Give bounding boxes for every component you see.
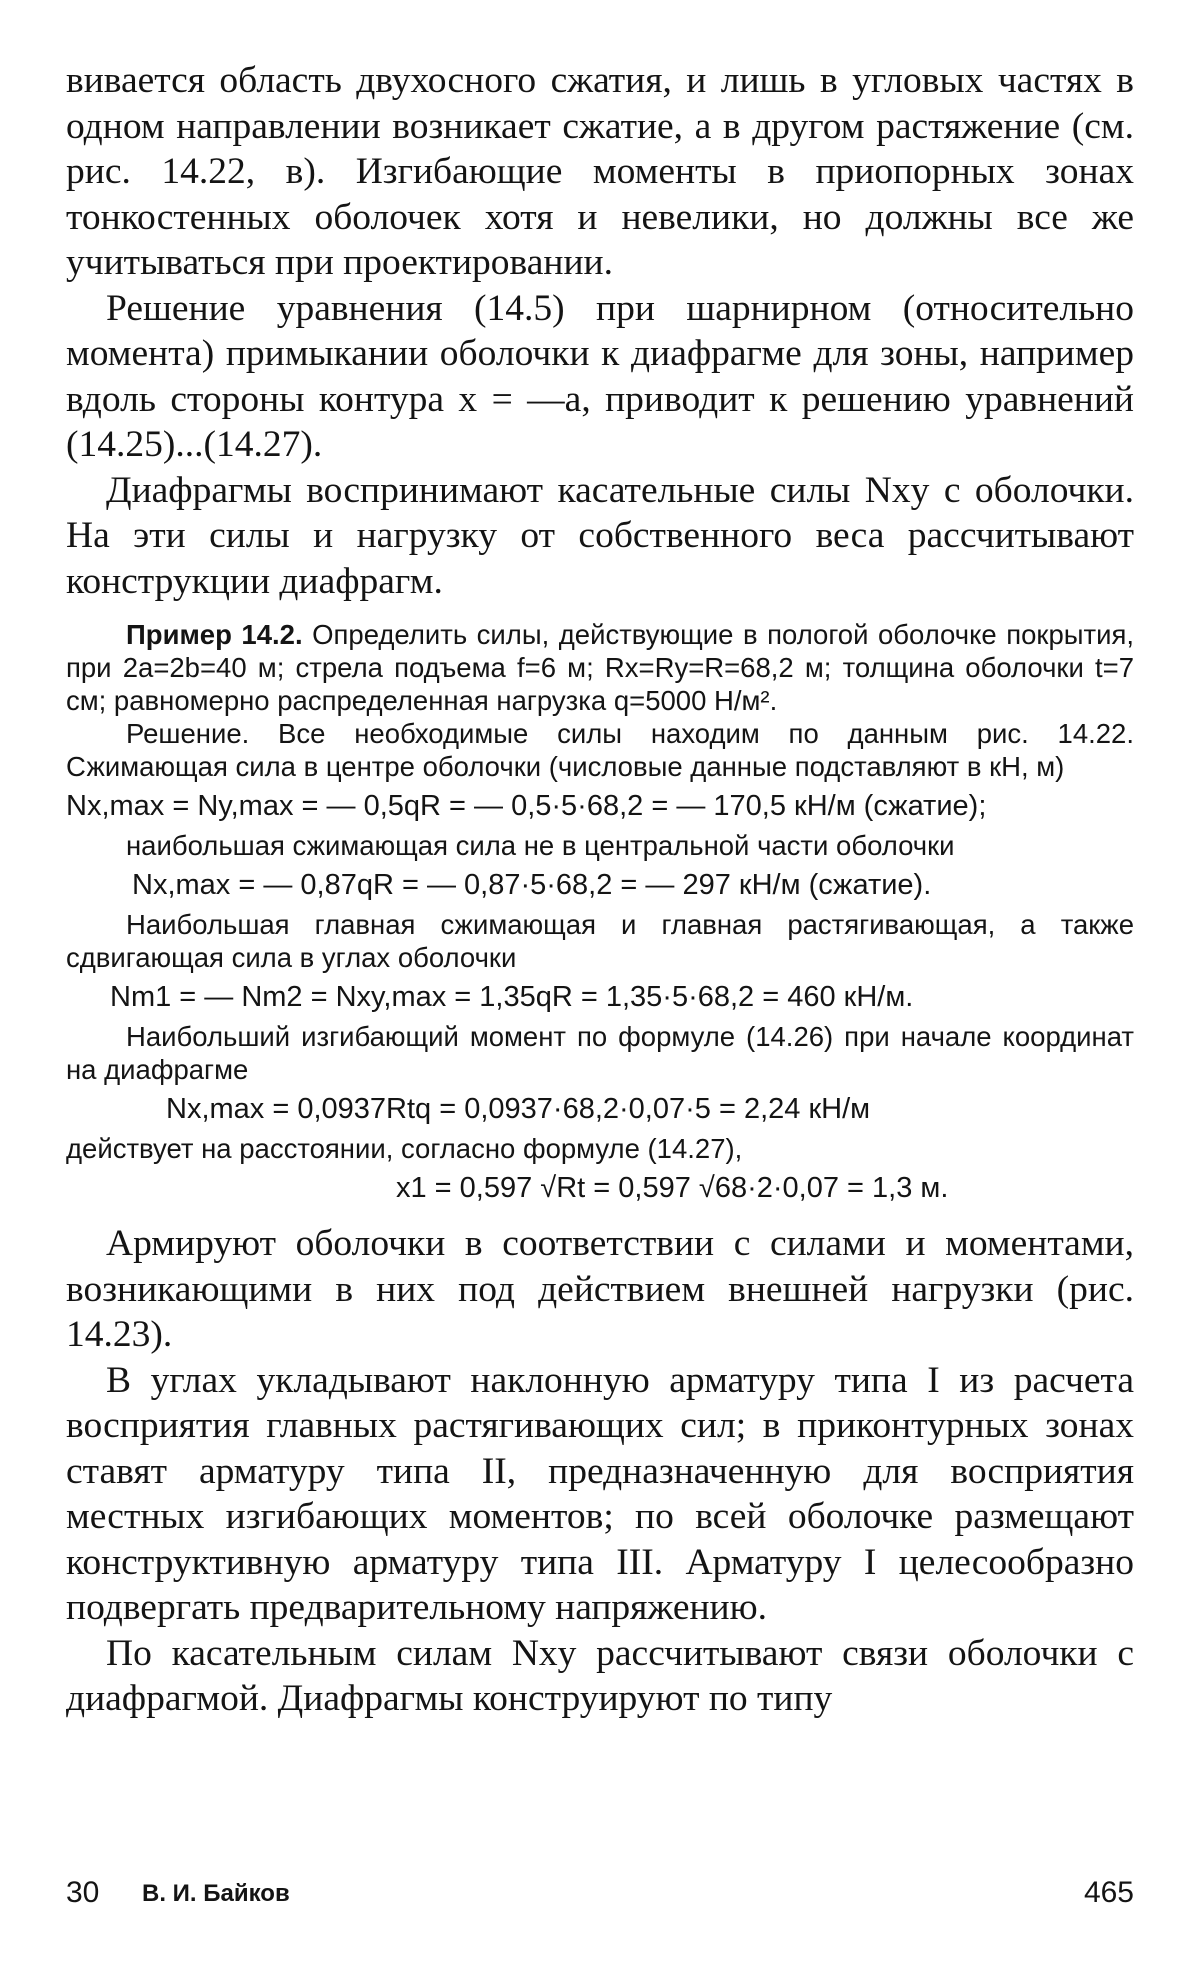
paragraph-6-text: По касательным силам Nxy рассчитывают связи оболочки с диафрагмой. Диафрагмы конструируют по типу [66,1632,1134,1719]
formula-1: Nx,max = Ny,max = — 0,5qR = — 0,5·5·68,2 = — 170,5 кН/м (сжатие); [66,790,987,822]
formula-4: Nx,max = 0,0937Rtq = 0,0937·68,2·0,07·5 = 2,24 кН/м [166,1093,871,1125]
formula-5: x1 = 0,597 √Rt = 0,597 √68·2·0,07 = 1,3 м. [396,1172,949,1204]
example-text-5: действует на расстоянии, согласно формуле (14.27), [66,1133,743,1164]
signature-number: 30 [66,1876,100,1909]
example-solution [66,717,1134,783]
page-number: 465 [1083,1876,1134,1909]
example-text-3 [66,908,1134,974]
page-body [66,58,1134,1722]
paragraph-3 [66,468,1134,605]
formula-2: Nx,max = — 0,87qR = — 0,87·5·68,2 = — 297 кН/м (сжатие). [132,869,932,901]
paragraph-2-text: Решение уравнения (14.5) при шарнирном (относительно момента) примыкании оболочки к диафрагме для зоны, например вдоль стороны контура x = —a, приводит к решению уравнений (14.25)...(14.27). [66,287,1134,465]
paragraph-6 [66,1631,1134,1722]
example-text-4 [66,1020,1134,1086]
example-text-2 [66,829,1134,862]
paragraph-4 [66,1221,1134,1358]
example-text-4-content: Наибольший изгибающий момент по формуле (14.26) при начале координат на диафрагме [66,1021,1134,1085]
paragraph-2 [66,286,1134,468]
formula-3: Nm1 = — Nm2 = Nxy,max = 1,35qR = 1,35·5·68,2 = 460 кН/м. [110,981,914,1013]
example-text-3-content: Наибольшая главная сжимающая и главная растягивающая, а также сдвигающая сила в углах оболочки [66,909,1134,973]
example-solution-text: Решение. Все необходимые силы находим по данным рис. 14.22. Сжимающая сила в центре оболочки (числовые данные подставляют в кН, м) [66,718,1134,782]
example-text: Определить силы, действующие в пологой оболочке покрытия, при 2a=2b=40 м; стрела подъема f=6 м; Rx=Ry=R=68,2 м; толщина оболочки t=7 см; равномерно распределенная нагрузка q=5000 Н/м². [66,619,1134,716]
paragraph-1: вивается область двухосного сжатия, и лишь в угловых частях в одном направлении возникает сжатие, а в другом растяжение (см. рис. 14.22, в). Изгибающие моменты в приопорных зонах тонкостенных оболочек хотя и невелики, но должны все же учитываться при проектировании. [66,60,1134,283]
example-statement [66,618,1134,717]
author-name: В. И. Байков [142,1880,290,1907]
example-text-2-content: наибольшая сжимающая сила не в центральной части оболочки [126,830,955,861]
paragraph-4-text: Армируют оболочки в соответствии с силами и моментами, возникающими в них под действием внешней нагрузки (рис. 14.23). [66,1223,1134,1355]
paragraph-5-text: В углах укладывают наклонную арматуру типа I из расчета восприятия главных растягивающих сил; в приконтурных зонах ставят арматуру типа II, предназначенную для восприятия местных изгибающих моментов; по всей оболочке размещают конструктивную арматуру типа III. Арматуру I целесообразно подвергать предварительному напряжению. [66,1359,1134,1628]
paragraph-5 [66,1358,1134,1631]
example-label: Пример 14.2. [126,619,303,650]
paragraph-3-text: Диафрагмы воспринимают касательные силы Nxy с оболочки. На эти силы и нагрузку от собственного веса рассчитывают конструкции диафрагм. [66,469,1134,602]
